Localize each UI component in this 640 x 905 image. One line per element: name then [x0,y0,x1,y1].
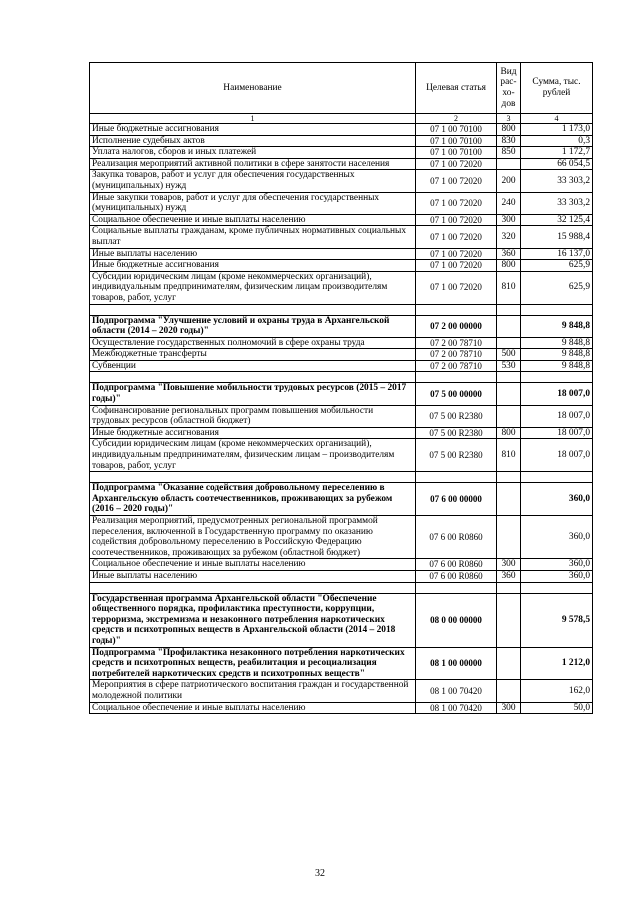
row-sum: 18 007,0 [521,427,593,439]
row-type: 800 [497,124,521,136]
row-type [497,647,521,680]
row-name: Субсидии юридическим лицам (кроме некоммерческих организаций), индивидуальным предпринимателям, физическим лицам – производителям товаров, работ, услуг [90,439,416,472]
row-code: 07 1 00 72020 [416,158,497,170]
row-sum: 360,0 [521,516,593,559]
row-type [497,158,521,170]
row-type [497,315,521,337]
empty-cell [497,582,521,593]
row-code: 07 6 00 R0860 [416,559,497,571]
row-name: Иные бюджетные ассигнования [90,124,416,136]
row-sum: 1 212,0 [521,647,593,680]
row-type [497,680,521,702]
spacer-row [90,304,593,315]
row-name: Межбюджетные трансферты [90,349,416,361]
column-number: 4 [521,114,593,124]
row-code: 08 1 00 00000 [416,647,497,680]
row-name: Социальное обеспечение и иные выплаты населению [90,214,416,226]
table-row [90,360,593,372]
row-type: 360 [497,570,521,582]
table-row [90,170,593,192]
row-type: 300 [497,702,521,714]
spacer-row [90,372,593,383]
table-row [90,516,593,559]
column-number: 2 [416,114,497,124]
row-code: 08 0 00 00000 [416,593,497,647]
table-row [90,483,593,516]
header-row [90,63,593,114]
row-code: 08 1 00 70420 [416,680,497,702]
header-sum: Сумма, тыс. рублей [521,63,593,114]
table-row [90,593,593,647]
table-row [90,383,593,405]
table-row [90,570,593,582]
table-row [90,124,593,136]
table-row [90,439,593,472]
row-name: Государственная программа Архангельской области "Обеспечение общественного порядка, профилактика преступности, коррупции, терроризма, экстремизма и незаконного потребления наркотических средств и психотропных веществ в Архангельской области (2014 – 2018 годы)" [90,593,416,647]
row-sum: 360,0 [521,559,593,571]
row-type: 810 [497,439,521,472]
table-row [90,260,593,272]
row-name: Реализация мероприятий активной политики в сфере занятости населения [90,158,416,170]
table-row [90,315,593,337]
table-row [90,702,593,714]
row-code: 08 1 00 70420 [416,702,497,714]
row-sum: 18 007,0 [521,439,593,472]
row-name: Софинансирование региональных программ повышения мобильности трудовых ресурсов (областной бюджет) [90,405,416,427]
row-sum: 16 137,0 [521,248,593,260]
table-row [90,147,593,159]
row-name: Иные бюджетные ассигнования [90,260,416,272]
table-row [90,647,593,680]
table-row [90,192,593,214]
row-sum: 9 848,8 [521,349,593,361]
row-code: 07 1 00 72020 [416,226,497,248]
row-type: 320 [497,226,521,248]
row-type: 300 [497,559,521,571]
row-code: 07 1 00 70100 [416,135,497,147]
row-code: 07 5 00 R2380 [416,439,497,472]
row-name: Иные закупки товаров, работ и услуг для обеспечения государственных (муниципальных) нужд [90,192,416,214]
row-sum: 33 303,2 [521,170,593,192]
row-sum: 9 848,8 [521,337,593,349]
column-number: 1 [90,114,416,124]
row-type: 360 [497,248,521,260]
empty-cell [90,372,416,383]
row-sum: 0,3 [521,135,593,147]
row-name: Подпрограмма "Улучшение условий и охраны труда в Архангельской области (2014 – 2020 годы)" [90,315,416,337]
row-sum: 9 578,5 [521,593,593,647]
empty-cell [416,582,497,593]
empty-cell [521,372,593,383]
table-row [90,427,593,439]
row-name: Подпрограмма "Профилактика незаконного потребления наркотических средств и психотропных веществ, реабилитация и ресоциализация потребителей наркотических средств и психотропных веществ" [90,647,416,680]
empty-cell [416,372,497,383]
row-sum: 33 303,2 [521,192,593,214]
table-row [90,349,593,361]
empty-cell [90,472,416,483]
row-name: Иные бюджетные ассигнования [90,427,416,439]
empty-cell [90,582,416,593]
row-code: 07 1 00 72020 [416,271,497,304]
row-type [497,383,521,405]
row-type: 850 [497,147,521,159]
empty-cell [521,582,593,593]
row-name: Социальные выплаты гражданам, кроме публичных нормативных социальных выплат [90,226,416,248]
row-code: 07 6 00 R0860 [416,570,497,582]
empty-cell [416,304,497,315]
row-sum: 162,0 [521,680,593,702]
spacer-row [90,582,593,593]
row-code: 07 2 00 00000 [416,315,497,337]
row-code: 07 1 00 72020 [416,248,497,260]
empty-cell [90,304,416,315]
row-code: 07 1 00 72020 [416,214,497,226]
row-name: Закупка товаров, работ и услуг для обеспечения государственных (муниципальных) нужд [90,170,416,192]
table-row [90,559,593,571]
row-type [497,593,521,647]
row-type: 500 [497,349,521,361]
row-sum: 360,0 [521,483,593,516]
row-name: Уплата налогов, сборов и иных платежей [90,147,416,159]
column-number: 3 [497,114,521,124]
row-sum: 9 848,8 [521,315,593,337]
column-number-row [90,114,593,124]
row-code: 07 2 00 78710 [416,349,497,361]
row-type: 800 [497,427,521,439]
table-row [90,158,593,170]
row-sum: 360,0 [521,570,593,582]
row-code: 07 1 00 72020 [416,260,497,272]
row-code: 07 1 00 70100 [416,147,497,159]
row-sum: 50,0 [521,702,593,714]
empty-cell [416,472,497,483]
table-row [90,337,593,349]
header-name: Наименование [90,63,416,114]
row-type: 810 [497,271,521,304]
empty-cell [497,304,521,315]
row-type: 300 [497,214,521,226]
empty-cell [497,372,521,383]
page-number: 32 [315,868,325,879]
row-type [497,337,521,349]
row-code: 07 2 00 78710 [416,360,497,372]
row-name: Осуществление государственных полномочий в сфере охраны труда [90,337,416,349]
row-sum: 32 125,4 [521,214,593,226]
table-row [90,680,593,702]
row-code: 07 1 00 70100 [416,124,497,136]
empty-cell [521,472,593,483]
row-name: Подпрограмма "Оказание содействия добровольному переселению в Архангельскую область соотечественников, проживающих за рубежом (2016 – 2020 годы)" [90,483,416,516]
header-code: Целевая статья [416,63,497,114]
row-sum: 18 007,0 [521,383,593,405]
row-type [497,516,521,559]
row-sum: 1 173,0 [521,124,593,136]
row-code: 07 6 00 00000 [416,483,497,516]
table-row [90,405,593,427]
row-name: Социальное обеспечение и иные выплаты населению [90,702,416,714]
row-name: Субсидии юридическим лицам (кроме некоммерческих организаций), индивидуальным предпринимателям, физическим лицам производителям товаров, работ, услуг [90,271,416,304]
row-sum: 15 988,4 [521,226,593,248]
row-type: 830 [497,135,521,147]
table-row [90,271,593,304]
row-type: 530 [497,360,521,372]
row-code: 07 1 00 72020 [416,170,497,192]
row-code: 07 2 00 78710 [416,337,497,349]
row-sum: 66 054,5 [521,158,593,170]
row-type: 200 [497,170,521,192]
row-name: Социальное обеспечение и иные выплаты населению [90,559,416,571]
row-name: Подпрограмма "Повышение мобильности трудовых ресурсов (2015 – 2017 годы)" [90,383,416,405]
row-type: 800 [497,260,521,272]
row-name: Реализация мероприятий, предусмотренных региональной программой переселения, включенной в Государственную программу по оказанию содействия добровольному переселению в Российскую Федерацию соотечественников, проживающих за рубежом (областной бюджет) [90,516,416,559]
table-row [90,214,593,226]
row-type [497,483,521,516]
table-body [90,114,593,714]
row-sum: 9 848,8 [521,360,593,372]
row-code: 07 5 00 R2380 [416,405,497,427]
empty-cell [497,472,521,483]
table-row [90,226,593,248]
table-row [90,135,593,147]
row-code: 07 1 00 72020 [416,192,497,214]
row-name: Иные выплаты населению [90,570,416,582]
empty-cell [521,304,593,315]
row-code: 07 5 00 R2380 [416,427,497,439]
budget-table [89,62,593,714]
row-name: Исполнение судебных актов [90,135,416,147]
row-code: 07 5 00 00000 [416,383,497,405]
row-type [497,405,521,427]
header-type: Вид рас-хо-дов [497,63,521,114]
row-sum: 625,9 [521,271,593,304]
row-type: 240 [497,192,521,214]
row-code: 07 6 00 R0860 [416,516,497,559]
row-sum: 18 007,0 [521,405,593,427]
row-sum: 625,9 [521,260,593,272]
row-sum: 1 172,7 [521,147,593,159]
table-row [90,248,593,260]
row-name: Мероприятия в сфере патриотического воспитания граждан и государственной молодежной политики [90,680,416,702]
spacer-row [90,472,593,483]
row-name: Субвенции [90,360,416,372]
row-name: Иные выплаты населению [90,248,416,260]
